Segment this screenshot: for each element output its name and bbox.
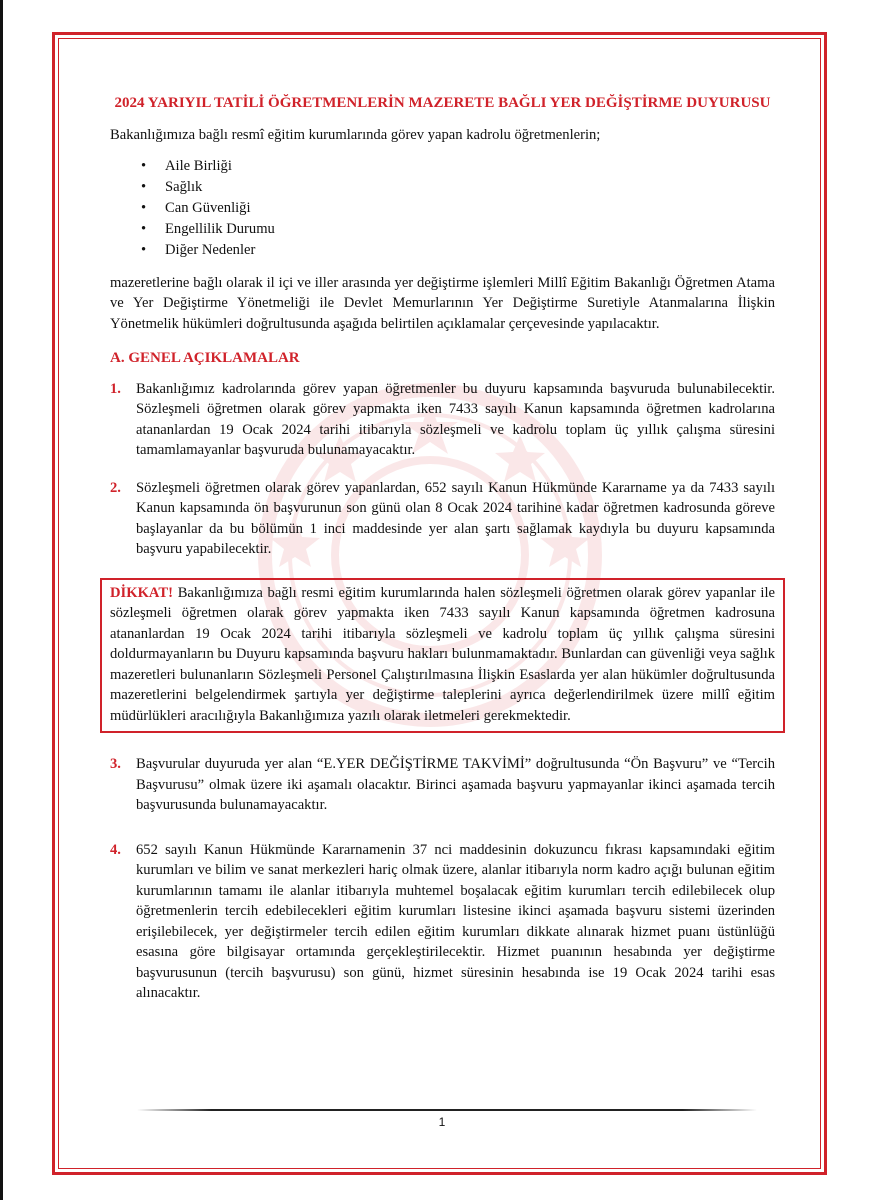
document-title: 2024 YARIYIL TATİLİ ÖĞRETMENLERİN MAZERETE BAĞLI YER DEĞİŞTİRME DUYURUSU: [114, 95, 771, 111]
notice-label: DİKKAT!: [110, 584, 173, 601]
item-number: 2.: [110, 479, 121, 496]
numbered-item-1: [110, 379, 775, 461]
item-text: Sözleşmeli öğretmen olarak görev yapanlardan, 652 sayılı Kanun Hükmünde Kararname ya da 7433 sayılı Kanun kapsamında ön başvurunun son günü olan 8 Ocak 2024 tarihine kadar öğretmen kadrosunda göreve başlayanlar da bu bölümün 1 inci maddesinde yer alan şartı sağlamak kaydıyla bu duyuru kapsamında başvuru yapabilecektir.: [136, 479, 775, 557]
item-number: 1.: [110, 380, 121, 397]
footer-divider: [137, 1109, 757, 1111]
list-item: • Diğer Nedenler: [110, 240, 775, 261]
item-text: Başvurular duyuruda yer alan “E.YER DEĞİŞTİRME TAKVİMİ” doğrultusunda “Ön Başvuru” ve “Tercih Başvurusu” olmak üzere iki aşamalı olacaktır. Birinci aşamada başvuru yapmayanlar ikinci aşamada tercih başvurusunda bulunamayacaktır.: [136, 756, 775, 813]
left-edge-bar: [0, 0, 3, 1200]
list-item: • Sağlık: [110, 177, 775, 198]
list-item: • Aile Birliği: [110, 156, 775, 177]
notice-text: Bakanlığımıza bağlı resmi eğitim kurumlarında halen sözleşmeli öğretmen olarak görev yapanlar ile sözleşmeli öğretmen olarak görev yapmakta iken 7433 sayılı Kanun kapsamında öğretmen kadrosuna atananlardan 19 Ocak 2024 tarihi itibarıyla sözleşmeli ve kadrolu toplam üç yıllık çalışma süresini doldurmayanların bu Duyuru kapsamında başvuru hakları bulunmamaktadır. Bunlardan can güvenliği veya sağlık mazeretleri bulunanların Sözleşmeli Personel Çalıştırılmasına İlişkin Esaslarda yer alan hükümler doğrultusunda mazeretlerini belgelendirmek şartıyla yer değiştirme taleplerini ayrıca değerlendirilmek üzere millî eğitim müdürlükleri aracılığıyla Bakanlığımıza yazılı olarak iletmeleri gerekmektedir.: [110, 584, 775, 724]
intro-text: Bakanlığımıza bağlı resmî eğitim kurumlarında görev yapan kadrolu öğretmenlerin;: [110, 127, 601, 143]
list-item: • Engellilik Durumu: [110, 219, 775, 240]
notice-box: [100, 578, 785, 734]
section-heading: A. GENEL AÇIKLAMALAR: [110, 350, 300, 366]
page-number: 1: [438, 1115, 446, 1129]
main-paragraph: mazeretlerine bağlı olarak il içi ve iller arasında yer değiştirme işlemleri Millî Eğitim Bakanlığı Öğretmen Atama ve Yer Değiştirme Yönetmeliği ile Devlet Memurlarının Yer Değiştirme Suretiyle Atanmalarına İlişkin Yönetmelik hükümleri doğrultusunda aşağıda belirtilen açıklamalar çerçevesinde yapılacaktır.: [110, 274, 775, 332]
numbered-item-2: [110, 478, 775, 560]
reasons-list: [110, 156, 775, 261]
numbered-item-4: [110, 840, 775, 1004]
document-body: [110, 93, 775, 1004]
item-number: 4.: [110, 841, 121, 858]
item-number: 3.: [110, 756, 121, 772]
list-item: • Can Güvenliği: [110, 198, 775, 219]
item-text: 652 sayılı Kanun Hükmünde Kararnamenin 37 nci maddesinin dokuzuncu fıkrası kapsamındaki eğitim kurumları ve bilim ve sanat merkezleri hariç olmak üzere, alanlar itibarıyla norm kadro açığı bulunan eğitim kurumlarının tamamı ile alanlar itibarıyla muhtemel boşalacak eğitim kurumları tercih edilebilecek olup öğretmenlerin tercih edebilecekleri eğitim kurumları listesine ikinci aşamada başvuru sistemi üzerinden erişilebilecek, yer değiştirmeler tercih edilen eğitim kurumları dikkate alınarak hizmet puanı üstünlüğü esasına göre bilgisayar ortamında gerçekleştirilecektir. Hizmet puanının hesabında yer değiştirme başvurusunun (tercih başvurusu) son günü, hizmet süresinin hesabında ise 19 Ocak 2024 tarihi esas alınacaktır.: [136, 841, 775, 1001]
item-text: Bakanlığımız kadrolarında görev yapan öğretmenler bu duyuru kapsamında başvuruda bulunabilecektir. Sözleşmeli öğretmen olarak görev yapmakta iken 7433 sayılı Kanun kapsamında öğretmen kadrolarına atananlardan 19 Ocak 2024 tarihi itibarıyla sözleşmeli ve kadrolu toplam üç yıllık çalışma süresini tamamlamayanlar başvuruda bulunamayacaktır.: [136, 380, 775, 458]
numbered-item-3: [110, 754, 775, 816]
